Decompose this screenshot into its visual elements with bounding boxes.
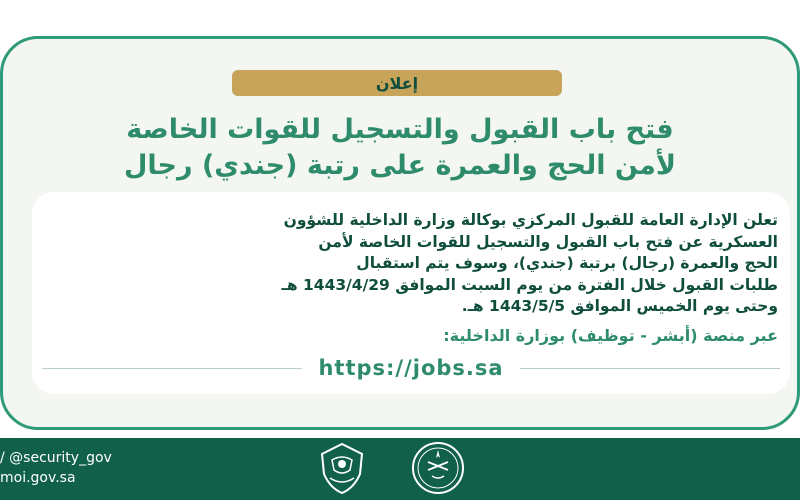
twitter-handle[interactable]: / @security_gov [0,450,112,466]
social-info [0,448,112,488]
announcement-body [56,210,778,318]
content-card [32,192,790,394]
headline-line-2: لأمن الحج والعمرة على رتبة (جندي) رجال [123,150,676,181]
body-line-4: طلبات القبول خلال الفترة من يوم السبت الموافق 1443/4/29 هـ [281,275,778,294]
body-line-1: تعلن الإدارة العامة للقبول المركزي بوكالة وزارة الداخلية للشؤون [283,211,778,229]
announcement-badge [232,70,562,96]
body-line-3: الحج والعمرة (رجال) برتبة (جندي)، وسوف يتم استقبال [356,254,778,272]
headline-line-1: فتح باب القبول والتسجيل للقوات الخاصة [126,114,674,145]
website-link[interactable]: moi.gov.sa [0,470,76,486]
moi-emblem-logo [410,440,466,496]
divider-right [520,368,780,369]
announcement-badge-label: إعلان [375,73,419,93]
footer-bar [0,438,800,500]
jobs-url-link[interactable]: https://jobs.sa [318,356,504,380]
platform-text: عبر منصة (أبشر - توظيف) بوزارة الداخلية: [443,326,778,345]
url-row [32,354,790,382]
divider-left [42,368,302,369]
public-security-logo [314,440,370,496]
body-line-2: العسكرية عن فتح باب القبول والتسجيل للقوات الخاصة لأمن [318,232,778,251]
body-line-5: وحتى يوم الخميس الموافق 1443/5/5 هـ. [461,297,778,315]
headline [20,112,780,184]
